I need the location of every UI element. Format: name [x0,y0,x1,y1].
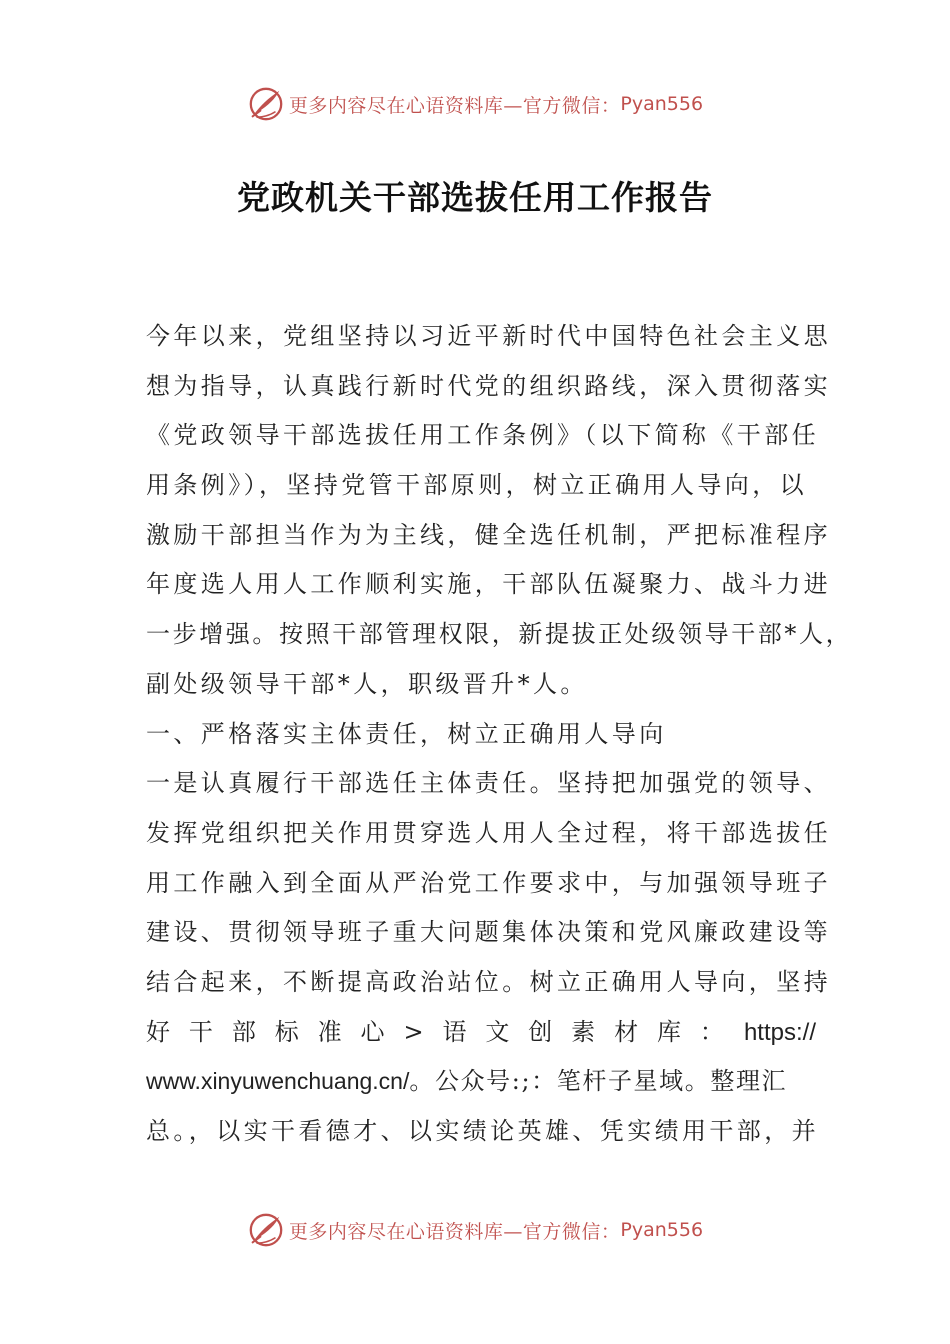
body-line: 《党政领导干部选拔任用工作条例》（以下简称《干部任 [146,421,819,450]
url-part-2: www.xinyuwenchuang.cn/ [146,1068,410,1095]
quill-pen-logo-icon [247,1211,285,1249]
body-line-url [146,1057,816,1107]
body-line: 一步增强。按照干部管理权限，新提拔正处级领导干部*人， [146,620,853,649]
body-line-url-suffix: 。公众号:;：笔杆子星域。整理汇 [409,1067,788,1096]
spaced-char: ： [699,1017,724,1046]
footer-banner [0,1208,950,1252]
body-line: 发挥党组织把关作用贯穿选人用人全过程，将干部选拔任 [146,818,831,847]
body-line: 今年以来，党组坚持以习近平新时代中国特色社会主义思 [146,322,831,350]
banner-wechat-id: Pyan556 [620,93,704,115]
spaced-char: 材 [614,1017,639,1046]
body-line: 激励干部担当作为为主线，健全选任机制，严把标准程序 [146,520,831,549]
body-line: 副处级领导干部*人，职级晋升*人。 [146,669,588,698]
section-heading: 一、严格落实主体责任，树立正确用人导向 [146,719,667,748]
url-part-1: https:// [743,1018,816,1046]
body-line: 一是认真履行干部选任主体责任。坚持把加强党的领导、 [146,769,831,798]
spaced-char: 文 [485,1017,510,1046]
body-line: 年度选人用人工作顺利实施，干部队伍凝聚力、战斗力进 [146,570,831,599]
spaced-char: 心 [360,1017,385,1046]
spaced-char: 准 [317,1017,342,1046]
spaced-char: 素 [571,1017,596,1046]
body-line: 结合起来，不断提高政治站位。树立正确用人导向，坚持 [146,967,831,996]
header-banner [0,82,950,126]
body-line: 总。，以实干看德才、以实绩论英雄、凭实绩用干部，并 [146,1117,819,1145]
quill-pen-logo-icon [247,85,285,123]
body-line: 用条例》），坚持党管干部原则，树立正确用人导向，以 [146,471,807,500]
spaced-char: > [403,1017,424,1046]
document-body [146,312,853,1157]
spaced-char: 创 [528,1017,553,1046]
spaced-char: 干 [188,1017,213,1046]
banner-text: 更多内容尽在心语资料库—官方微信： [288,1220,621,1243]
body-line: 想为指导，认真践行新时代党的组织路线，深入贯彻落实 [146,371,831,400]
banner-wechat-id: Pyan556 [620,1219,704,1241]
banner-text: 更多内容尽在心语资料库—官方微信： [288,94,621,117]
spaced-char: 标 [274,1017,299,1046]
spaced-text [146,1008,724,1058]
spaced-char: 部 [231,1017,256,1046]
spaced-char: 好 [146,1017,170,1046]
spaced-char: 库 [656,1017,681,1046]
spaced-char: 语 [442,1017,467,1046]
body-line: 建设、贯彻领导班子重大问题集体决策和党风廉政建设等 [146,918,831,947]
document-title: 党政机关干部选拔任用工作报告 [237,178,713,217]
body-line: 用工作融入到全面从严治党工作要求中，与加强领导班子 [146,868,831,897]
body-line-spaced [146,1008,816,1058]
